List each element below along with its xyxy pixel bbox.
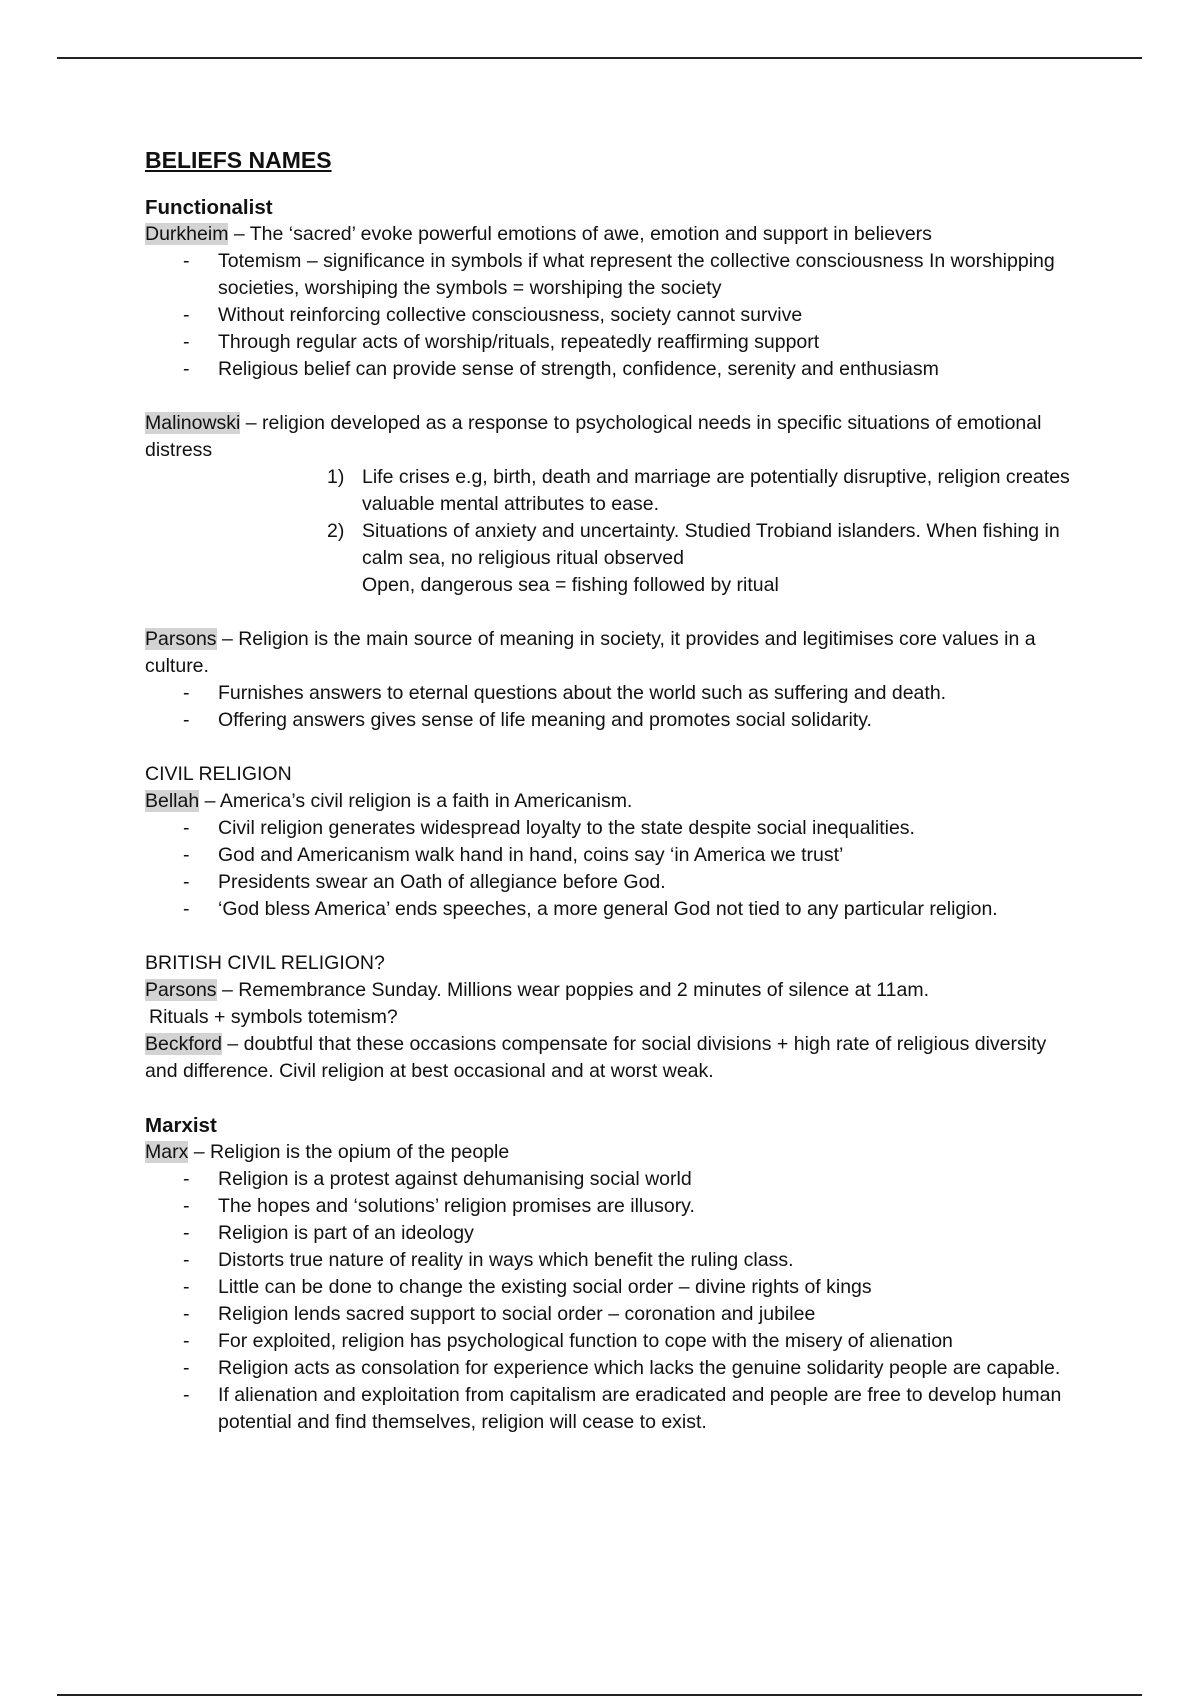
list-item: - Religion is part of an ideology xyxy=(145,1220,1075,1247)
document-body xyxy=(145,145,1075,1436)
parsons-british-paragraph xyxy=(145,977,1075,1004)
item-text: Life crises e.g, birth, death and marriage are potentially disruptive, religion creates valuable mental attributes to ease. xyxy=(362,466,1070,515)
malinowski-numbered-list xyxy=(145,464,1075,599)
beckford-text: – doubtful that these occasions compensate for social divisions + high rate of religious diversity and difference. Civil religion at best occasional and at worst weak. xyxy=(145,1033,1047,1082)
parsons-paragraph xyxy=(145,626,1075,680)
marx-text: – Religion is the opium of the people xyxy=(188,1141,510,1163)
list-item: - The hopes and ‘solutions’ religion promises are illusory. xyxy=(145,1193,1075,1220)
theorist-name-bellah: Bellah xyxy=(145,790,200,812)
page-bottom-rule xyxy=(57,1694,1142,1696)
durkheim-paragraph xyxy=(145,221,1075,248)
numbered-item-continuation: Open, dangerous sea = fishing followed by ritual xyxy=(362,574,779,596)
bellah-text: – America’s civil religion is a faith in Americanism. xyxy=(199,790,633,812)
numbered-item xyxy=(327,464,1075,518)
list-item: - Presidents swear an Oath of allegiance before God. xyxy=(145,869,1075,896)
list-item: - Religion lends sacred support to social order – coronation and jubilee xyxy=(145,1301,1075,1328)
rituals-line: Rituals + symbols totemism? xyxy=(149,1006,398,1028)
durkheim-text: – The ‘sacred’ evoke powerful emotions of awe, emotion and support in believers xyxy=(228,223,932,245)
marx-bullet-list xyxy=(145,1166,1075,1436)
section-heading-british-civil-religion: BRITISH CIVIL RELIGION? xyxy=(145,952,385,974)
document-title: BELIEFS NAMES xyxy=(145,147,332,173)
item-number: 2) xyxy=(327,520,345,542)
bellah-bullet-list xyxy=(145,815,1075,923)
list-item: - Offering answers gives sense of life meaning and promotes social solidarity. xyxy=(145,707,1075,734)
list-item: - Religious belief can provide sense of strength, confidence, serenity and enthusiasm xyxy=(145,356,1075,383)
malinowski-paragraph xyxy=(145,410,1075,464)
numbered-item xyxy=(327,518,1075,572)
section-heading-marxist: Marxist xyxy=(145,1114,217,1137)
beckford-paragraph xyxy=(145,1031,1075,1085)
list-item: - ‘God bless America’ ends speeches, a more general God not tied to any particular religion. xyxy=(145,896,1075,923)
theorist-name-parsons: Parsons xyxy=(145,628,217,650)
durkheim-bullet-list xyxy=(145,248,1075,383)
theorist-name-malinowski: Malinowski xyxy=(145,412,241,434)
page-top-rule xyxy=(57,57,1142,59)
theorist-name-marx: Marx xyxy=(145,1141,189,1163)
parsons-bullet-list xyxy=(145,680,1075,734)
item-text: Situations of anxiety and uncertainty. Studied Trobiand islanders. When fishing in calm sea, no religious ritual observed xyxy=(362,520,1060,569)
list-item: - Religion is a protest against dehumanising social world xyxy=(145,1166,1075,1193)
bellah-paragraph xyxy=(145,788,1075,815)
theorist-name-parsons: Parsons xyxy=(145,979,217,1001)
section-heading-civil-religion: CIVIL RELIGION xyxy=(145,763,292,785)
malinowski-text: – religion developed as a response to psychological needs in specific situations of emotional distress xyxy=(145,412,1042,461)
marx-paragraph xyxy=(145,1139,1075,1166)
theorist-name-beckford: Beckford xyxy=(145,1033,222,1055)
list-item: - For exploited, religion has psychological function to cope with the misery of alienation xyxy=(145,1328,1075,1355)
list-item: - God and Americanism walk hand in hand, coins say ‘in America we trust’ xyxy=(145,842,1075,869)
list-item: - Little can be done to change the existing social order – divine rights of kings xyxy=(145,1274,1075,1301)
parsons-text: – Religion is the main source of meaning in society, it provides and legitimises core values in a culture. xyxy=(145,628,1036,677)
section-heading-functionalist: Functionalist xyxy=(145,196,273,219)
list-item: - Distorts true nature of reality in ways which benefit the ruling class. xyxy=(145,1247,1075,1274)
list-item: - If alienation and exploitation from capitalism are eradicated and people are free to develop human potential and find themselves, religion will cease to exist. xyxy=(145,1382,1075,1436)
list-item: - Totemism – significance in symbols if what represent the collective consciousness In worshipping societies, worshiping the symbols = worshiping the society xyxy=(145,248,1075,302)
item-number: 1) xyxy=(327,466,345,488)
theorist-name-durkheim: Durkheim xyxy=(145,223,229,245)
list-item: - Without reinforcing collective consciousness, society cannot survive xyxy=(145,302,1075,329)
list-item: - Religion acts as consolation for experience which lacks the genuine solidarity people are capable. xyxy=(145,1355,1075,1382)
parsons-british-text: – Remembrance Sunday. Millions wear poppies and 2 minutes of silence at 11am. xyxy=(216,979,930,1001)
list-item: - Furnishes answers to eternal questions about the world such as suffering and death. xyxy=(145,680,1075,707)
list-item: - Civil religion generates widespread loyalty to the state despite social inequalities. xyxy=(145,815,1075,842)
list-item: - Through regular acts of worship/rituals, repeatedly reaffirming support xyxy=(145,329,1075,356)
